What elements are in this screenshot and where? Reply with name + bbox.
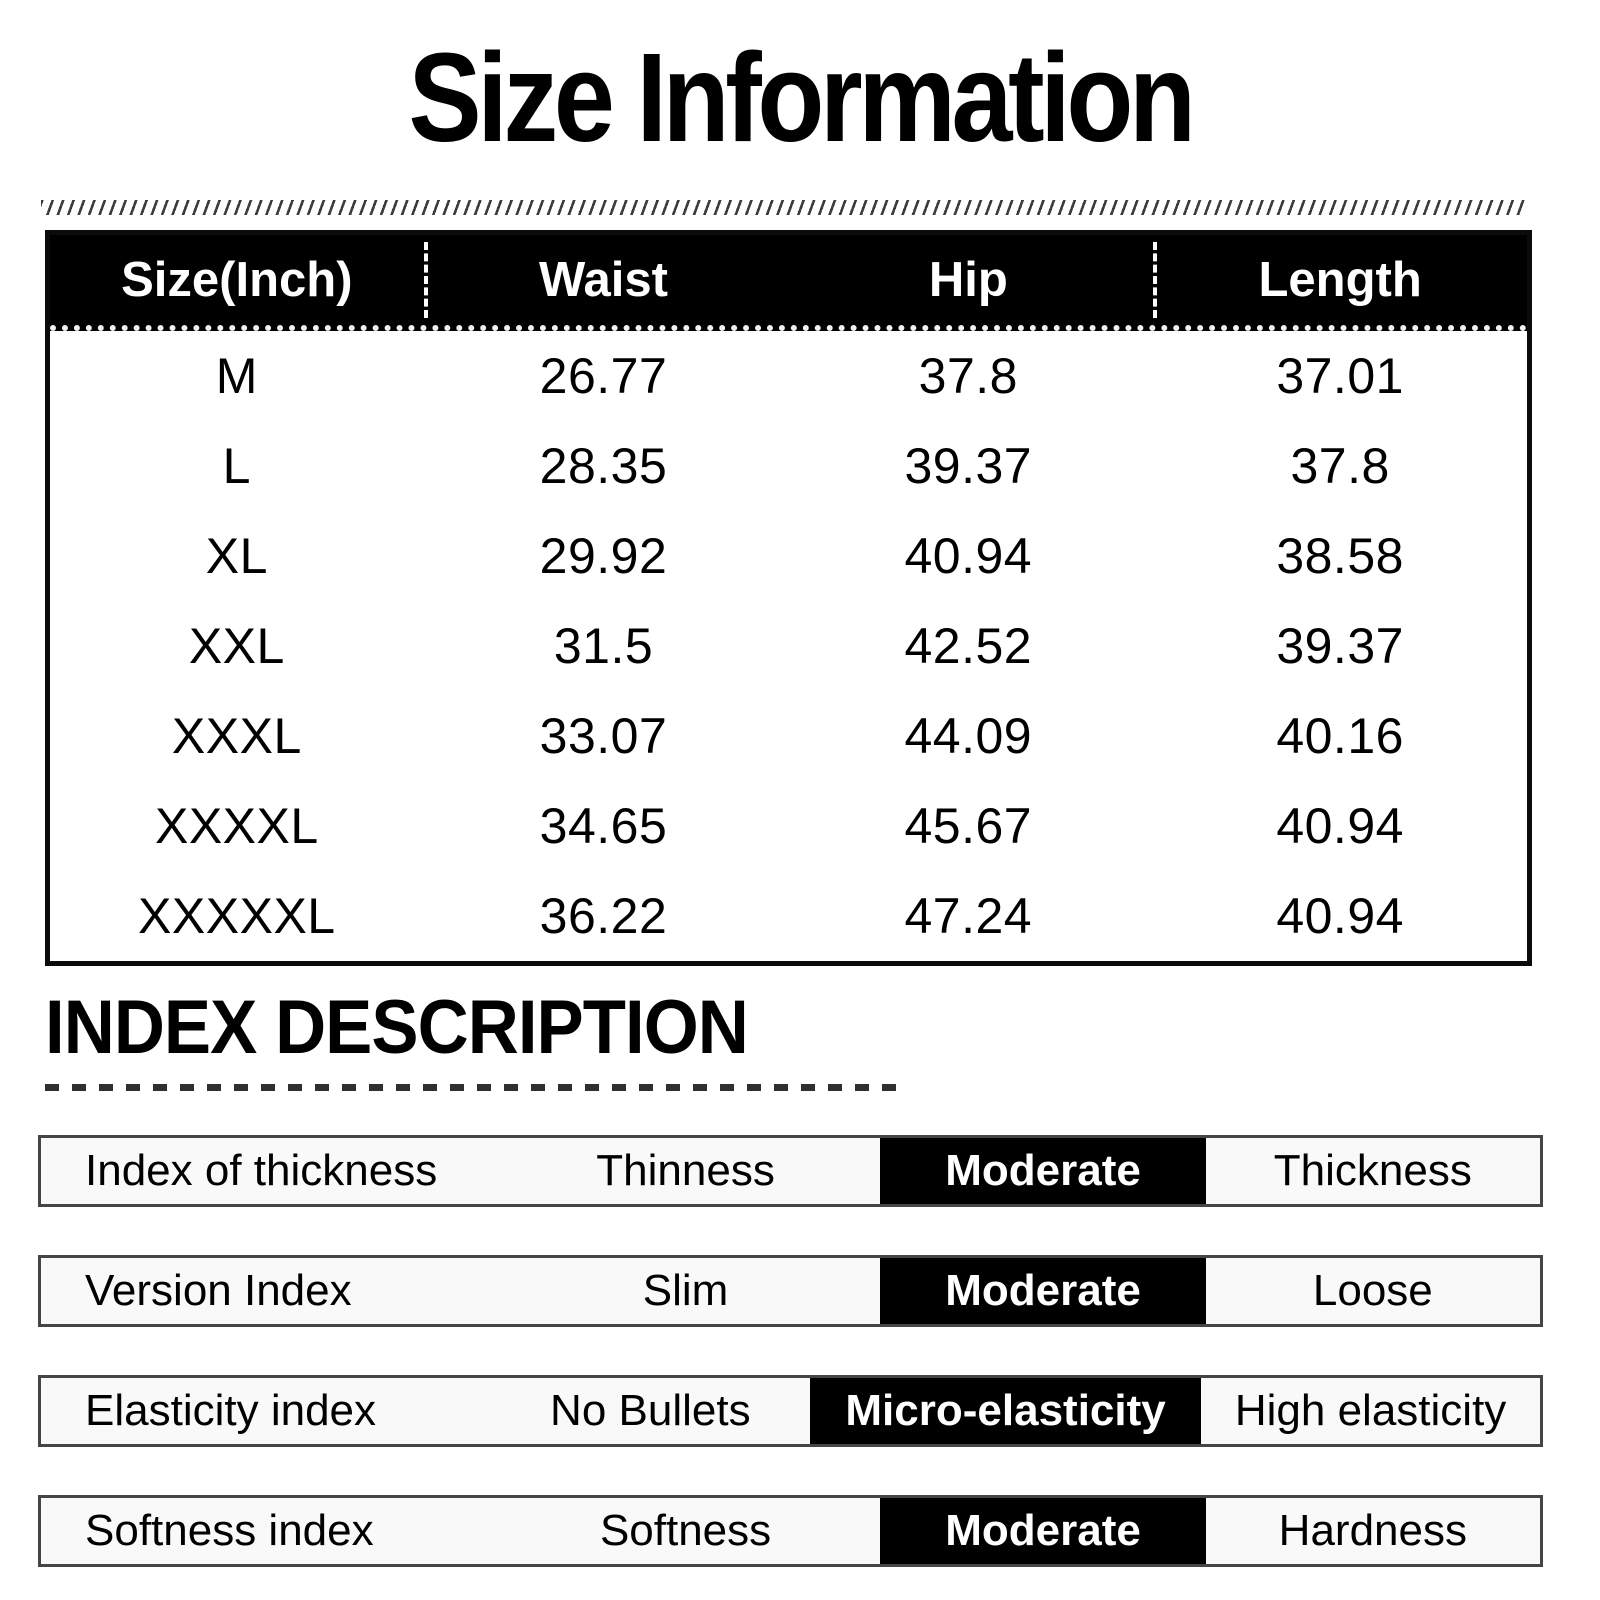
cell-hip: 44.09 — [904, 708, 1033, 765]
index-bar-thickness — [38, 1135, 1543, 1207]
header-dashed-separator — [1153, 242, 1157, 318]
table-row — [50, 601, 1527, 691]
cell-waist: 29.92 — [539, 528, 668, 585]
bar-option-high: High elasticity — [1234, 1386, 1507, 1436]
bar-option-low: Softness — [599, 1506, 772, 1556]
header-cell-length: Length — [1258, 253, 1422, 308]
cell-waist: 36.22 — [539, 888, 668, 945]
bar-option-low: Slim — [642, 1266, 729, 1316]
cell-size: XXXXL — [154, 798, 319, 855]
header-cell-size: Size(Inch) — [121, 253, 353, 308]
index-bar-elasticity — [38, 1375, 1543, 1447]
header-cell-waist: Waist — [539, 253, 668, 308]
index-description-heading: INDEX DESCRIPTION — [45, 985, 748, 1071]
header-dashed-separator — [424, 242, 428, 318]
size-table — [45, 230, 1532, 966]
bar-option-selected: Moderate — [880, 1138, 1205, 1204]
bar-label: Index of thickness — [85, 1146, 438, 1196]
cell-waist: 34.65 — [539, 798, 668, 855]
cell-length: 37.8 — [1290, 438, 1390, 495]
cell-length: 37.01 — [1276, 348, 1404, 405]
table-row — [50, 511, 1527, 601]
cell-size: XXL — [188, 618, 285, 675]
table-row — [50, 421, 1527, 511]
bar-label: Version Index — [85, 1266, 352, 1316]
dashed-divider — [45, 1084, 897, 1091]
cell-size: L — [222, 438, 251, 495]
table-row — [50, 331, 1527, 421]
cell-length: 39.37 — [1276, 618, 1404, 675]
index-bar-version — [38, 1255, 1543, 1327]
cell-length: 40.16 — [1276, 708, 1404, 765]
cell-size: XXXL — [171, 708, 302, 765]
page-title-text: Size Information — [408, 27, 1192, 168]
table-row — [50, 871, 1527, 961]
bar-option-high: Loose — [1312, 1266, 1433, 1316]
cell-waist: 28.35 — [539, 438, 668, 495]
bar-option-high: Thickness — [1273, 1146, 1472, 1196]
cell-hip: 40.94 — [904, 528, 1033, 585]
cell-length: 38.58 — [1276, 528, 1404, 585]
hatched-divider — [41, 200, 1526, 215]
bar-option-selected: Moderate — [880, 1258, 1205, 1324]
header-cell-hip: Hip — [928, 253, 1008, 308]
index-bar-softness — [38, 1495, 1543, 1567]
bar-option-selected: Moderate — [880, 1498, 1205, 1564]
table-row — [50, 691, 1527, 781]
cell-size: XL — [205, 528, 268, 585]
table-row — [50, 781, 1527, 871]
cell-hip: 45.67 — [904, 798, 1033, 855]
cell-hip: 47.24 — [904, 888, 1033, 945]
page-title — [0, 0, 1600, 166]
bar-option-high: Hardness — [1278, 1506, 1467, 1556]
bar-option-low: No Bullets — [550, 1386, 751, 1436]
cell-waist: 31.5 — [553, 618, 654, 675]
bar-option-low: Thinness — [596, 1146, 775, 1196]
bar-label: Softness index — [85, 1506, 374, 1556]
cell-waist: 26.77 — [539, 348, 668, 405]
cell-hip: 42.52 — [904, 618, 1033, 675]
cell-hip: 37.8 — [918, 348, 1018, 405]
cell-waist: 33.07 — [539, 708, 668, 765]
size-table-header-row — [50, 235, 1527, 331]
bar-option-selected: Micro-elasticity — [810, 1378, 1201, 1444]
cell-length: 40.94 — [1276, 888, 1404, 945]
cell-hip: 39.37 — [904, 438, 1033, 495]
bar-label: Elasticity index — [85, 1386, 377, 1436]
cell-length: 40.94 — [1276, 798, 1404, 855]
cell-size: XXXXXL — [138, 888, 336, 945]
cell-size: M — [215, 348, 258, 405]
